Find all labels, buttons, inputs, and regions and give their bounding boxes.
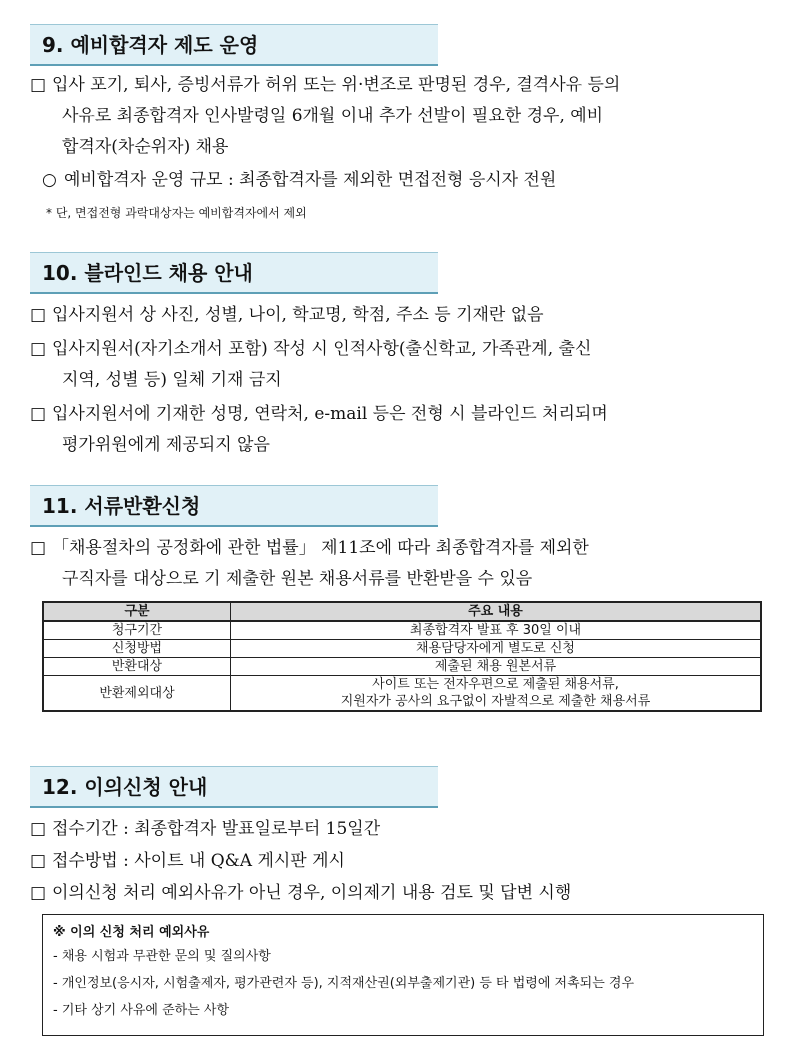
box-title: ※ 이의 신청 처리 예외사유 [53, 925, 210, 940]
checkbox-square-icon: □ [30, 538, 47, 558]
box-item: - 개인정보(응시자, 시험출제자, 평가관련자 등), 지적재산권(외부출제기관) 등 타 법령에 저촉되는 경우 [53, 976, 635, 991]
table-cell-value: 제출된 채용 원본서류 [231, 658, 762, 676]
table-row [43, 676, 761, 712]
objection-exceptions-box [42, 914, 764, 1036]
table-header-row [43, 602, 761, 621]
s11-paragraph-1: □ 「채용절차의 공정화에 관한 법률」 제11조에 따라 최종합격자를 제외한 [30, 533, 589, 563]
checkbox-square-icon: □ [30, 404, 47, 424]
table-row [43, 658, 761, 676]
table-cell-value: 최종합격자 발표 후 30일 이내 [231, 621, 762, 640]
s9-footnote: * 단, 면접전형 과락대상자는 예비합격자에서 제외 [46, 206, 307, 220]
table-row [43, 640, 761, 658]
section-9-heading: 9. 예비합격자 제도 운영 [30, 24, 438, 66]
s10-paragraph-3: □ 입사지원서에 기재한 성명, 연락처, e-mail 등은 전형 시 블라인드 처리되며 [30, 399, 608, 429]
s10-paragraph-1: □ 입사지원서 상 사진, 성별, 나이, 학교명, 학점, 주소 등 기재란 없음 [30, 300, 544, 330]
s9-paragraph-1: □ 입사 포기, 퇴사, 증빙서류가 허위 또는 위·변조로 판명된 경우, 결격사유 등의 [30, 70, 620, 100]
s10-paragraph-2-cont: 지역, 성별 등) 일체 기재 금지 [62, 370, 282, 390]
box-item: - 기타 상기 사유에 준하는 사항 [53, 1003, 230, 1018]
s9-paragraph-1-cont2: 합격자(차순위자) 채용 [62, 137, 229, 157]
s12-paragraph-1: □ 접수기간 : 최종합격자 발표일로부터 15일간 [30, 814, 380, 844]
circle-bullet-icon: ○ [42, 170, 57, 190]
table-cell-key: 청구기간 [43, 621, 231, 640]
checkbox-square-icon: □ [30, 305, 47, 325]
s9-paragraph-1-cont: 사유로 최종합격자 인사발령일 6개월 이내 추가 선발이 필요한 경우, 예비 [62, 106, 604, 126]
checkbox-square-icon: □ [30, 851, 47, 871]
section-12-heading: 12. 이의신청 안내 [30, 766, 438, 808]
s12-paragraph-2: □ 접수방법 : 사이트 내 Q&A 게시판 게시 [30, 846, 345, 876]
checkbox-square-icon: □ [30, 75, 47, 95]
checkbox-square-icon: □ [30, 883, 47, 903]
checkbox-square-icon: □ [30, 819, 47, 839]
table-row [43, 621, 761, 640]
table-header-content: 주요 내용 [231, 602, 762, 621]
section-11-heading: 11. 서류반환신청 [30, 485, 438, 527]
document-return-table [42, 601, 762, 712]
table-cell-key: 반환제외대상 [43, 676, 231, 712]
table-cell-line-1: 사이트 또는 전자우편으로 제출된 채용서류, [372, 677, 619, 692]
s12-paragraph-3: □ 이의신청 처리 예외사유가 아닌 경우, 이의제기 내용 검토 및 답변 시행 [30, 878, 571, 908]
table-cell-value: 채용담당자에게 별도로 신청 [231, 640, 762, 658]
table-cell-key: 신청방법 [43, 640, 231, 658]
table-cell-key: 반환대상 [43, 658, 231, 676]
table-header-category: 구분 [43, 602, 231, 621]
s9-circle-item: ○ 예비합격자 운영 규모 : 최종합격자를 제외한 면접전형 응시자 전원 [42, 165, 556, 195]
s11-paragraph-1-cont: 구직자를 대상으로 기 제출한 원본 채용서류를 반환받을 수 있음 [62, 569, 533, 589]
section-10-heading: 10. 블라인드 채용 안내 [30, 252, 438, 294]
s10-paragraph-2: □ 입사지원서(자기소개서 포함) 작성 시 인적사항(출신학교, 가족관계, 출신 [30, 334, 591, 364]
table-cell-value [231, 676, 762, 712]
s10-paragraph-3-cont: 평가위원에게 제공되지 않음 [62, 435, 270, 455]
checkbox-square-icon: □ [30, 339, 47, 359]
table-cell-line-2: 지원자가 공사의 요구없이 자발적으로 제출한 채용서류 [340, 694, 651, 709]
box-item: - 채용 시험과 무관한 문의 및 질의사항 [53, 949, 271, 964]
